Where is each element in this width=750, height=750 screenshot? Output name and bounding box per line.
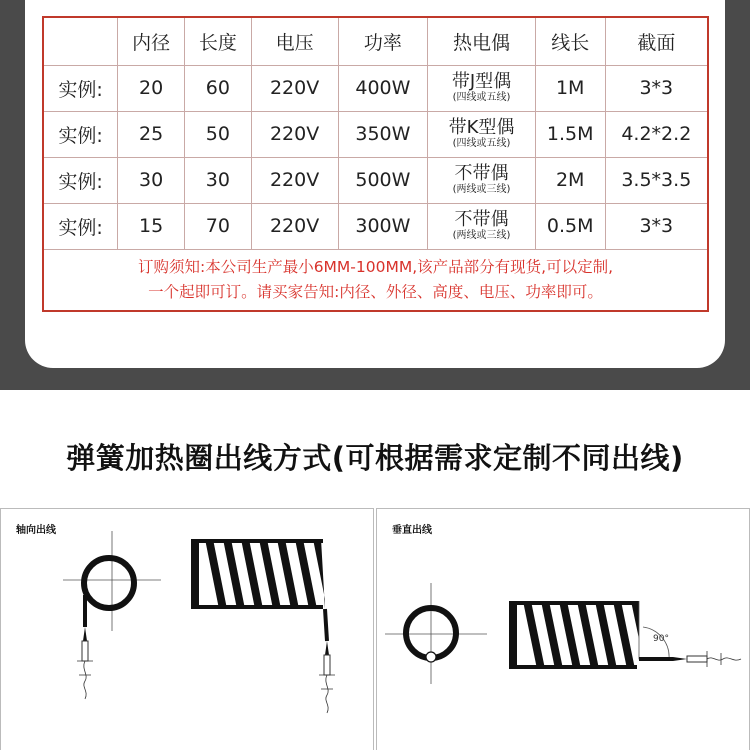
row-label: 实例:	[43, 111, 118, 157]
angle-label: 90°	[653, 634, 669, 644]
vertical-outlet-panel	[376, 508, 750, 750]
wire-end	[84, 661, 86, 699]
length-cell: 60	[184, 65, 251, 111]
header-cell: 长度	[184, 17, 251, 65]
inner-diameter-cell: 15	[118, 203, 185, 249]
spec-table	[42, 16, 709, 312]
inner-diameter-cell: 30	[118, 157, 185, 203]
power-cell: 400W	[338, 65, 428, 111]
wire-length-cell: 0.5M	[535, 203, 605, 249]
section-title: 弹簧加热圈出线方式(可根据需求定制不同出线)	[66, 441, 684, 475]
coil-end-view	[84, 558, 134, 608]
wire-terminal	[324, 655, 330, 675]
length-cell: 70	[184, 203, 251, 249]
voltage-cell: 220V	[251, 203, 338, 249]
coil-side-view	[191, 539, 325, 609]
wire-length-cell: 1M	[535, 65, 605, 111]
length-cell: 30	[184, 157, 251, 203]
lead-taper	[83, 627, 87, 641]
table-header-row	[43, 17, 708, 65]
wire-end	[326, 675, 328, 713]
thermocouple-note: (四线或五线)	[452, 92, 511, 103]
header-cell: 线长	[535, 17, 605, 65]
angle-guide	[639, 601, 677, 659]
thermocouple-cell	[428, 65, 535, 111]
row-label: 实例:	[43, 203, 118, 249]
lead-taper	[673, 657, 687, 661]
lead-wire	[325, 609, 327, 641]
table-row	[43, 65, 708, 111]
thermocouple-type: 带K型偶	[448, 117, 515, 138]
thermocouple-note: (四线或五线)	[452, 138, 511, 149]
voltage-cell: 220V	[251, 111, 338, 157]
outlet-point	[426, 652, 436, 662]
axial-outlet-label: 轴向出线	[16, 525, 56, 536]
vertical-outlet-diagram	[377, 509, 750, 750]
thermocouple-note: (两线或三线)	[452, 230, 511, 241]
header-cell: 电压	[251, 17, 338, 65]
wire-length-cell: 2M	[535, 157, 605, 203]
section-cell: 3*3	[605, 65, 708, 111]
axial-outlet-diagram	[1, 509, 375, 750]
thermocouple-cell	[428, 203, 535, 249]
wire-terminal	[82, 641, 88, 661]
order-notes	[43, 249, 708, 311]
axial-outlet-panel	[0, 508, 374, 750]
header-cell: 截面	[605, 17, 708, 65]
table-row	[43, 203, 708, 249]
thermocouple-cell	[428, 111, 535, 157]
length-cell: 50	[184, 111, 251, 157]
thermocouple-type: 不带偶	[454, 209, 509, 230]
header-cell	[43, 17, 118, 65]
wire-length-cell: 1.5M	[535, 111, 605, 157]
section-cell: 3.5*3.5	[605, 157, 708, 203]
section-cell: 3*3	[605, 203, 708, 249]
order-notes-line-2: 一个起即可订。请买家告知:内径、外径、高度、电压、功率即可。	[148, 282, 603, 301]
notes-row	[43, 249, 708, 311]
thermocouple-type: 不带偶	[454, 163, 509, 184]
row-label: 实例:	[43, 65, 118, 111]
power-cell: 300W	[338, 203, 428, 249]
table-row	[43, 111, 708, 157]
header-cell: 内径	[118, 17, 185, 65]
inner-diameter-cell: 20	[118, 65, 185, 111]
thermocouple-cell	[428, 157, 535, 203]
section-cell: 4.2*2.2	[605, 111, 708, 157]
vertical-outlet-label: 垂直出线	[392, 525, 432, 536]
header-cell: 热电偶	[428, 17, 535, 65]
thermocouple-type: 带J型偶	[451, 71, 512, 92]
wire-end	[707, 658, 741, 660]
thermocouple-note: (两线或三线)	[452, 184, 511, 195]
power-cell: 500W	[338, 157, 428, 203]
header-cell: 功率	[338, 17, 428, 65]
lead-taper	[325, 641, 329, 655]
row-label: 实例:	[43, 157, 118, 203]
table-row	[43, 157, 708, 203]
voltage-cell: 220V	[251, 65, 338, 111]
inner-diameter-cell: 25	[118, 111, 185, 157]
power-cell: 350W	[338, 111, 428, 157]
voltage-cell: 220V	[251, 157, 338, 203]
wire-terminal	[687, 656, 707, 662]
coil-side-view	[509, 601, 639, 669]
order-notes-line-1: 订购须知:本公司生产最小6MM-100MM,该产品部分有现货,可以定制,	[137, 257, 614, 276]
